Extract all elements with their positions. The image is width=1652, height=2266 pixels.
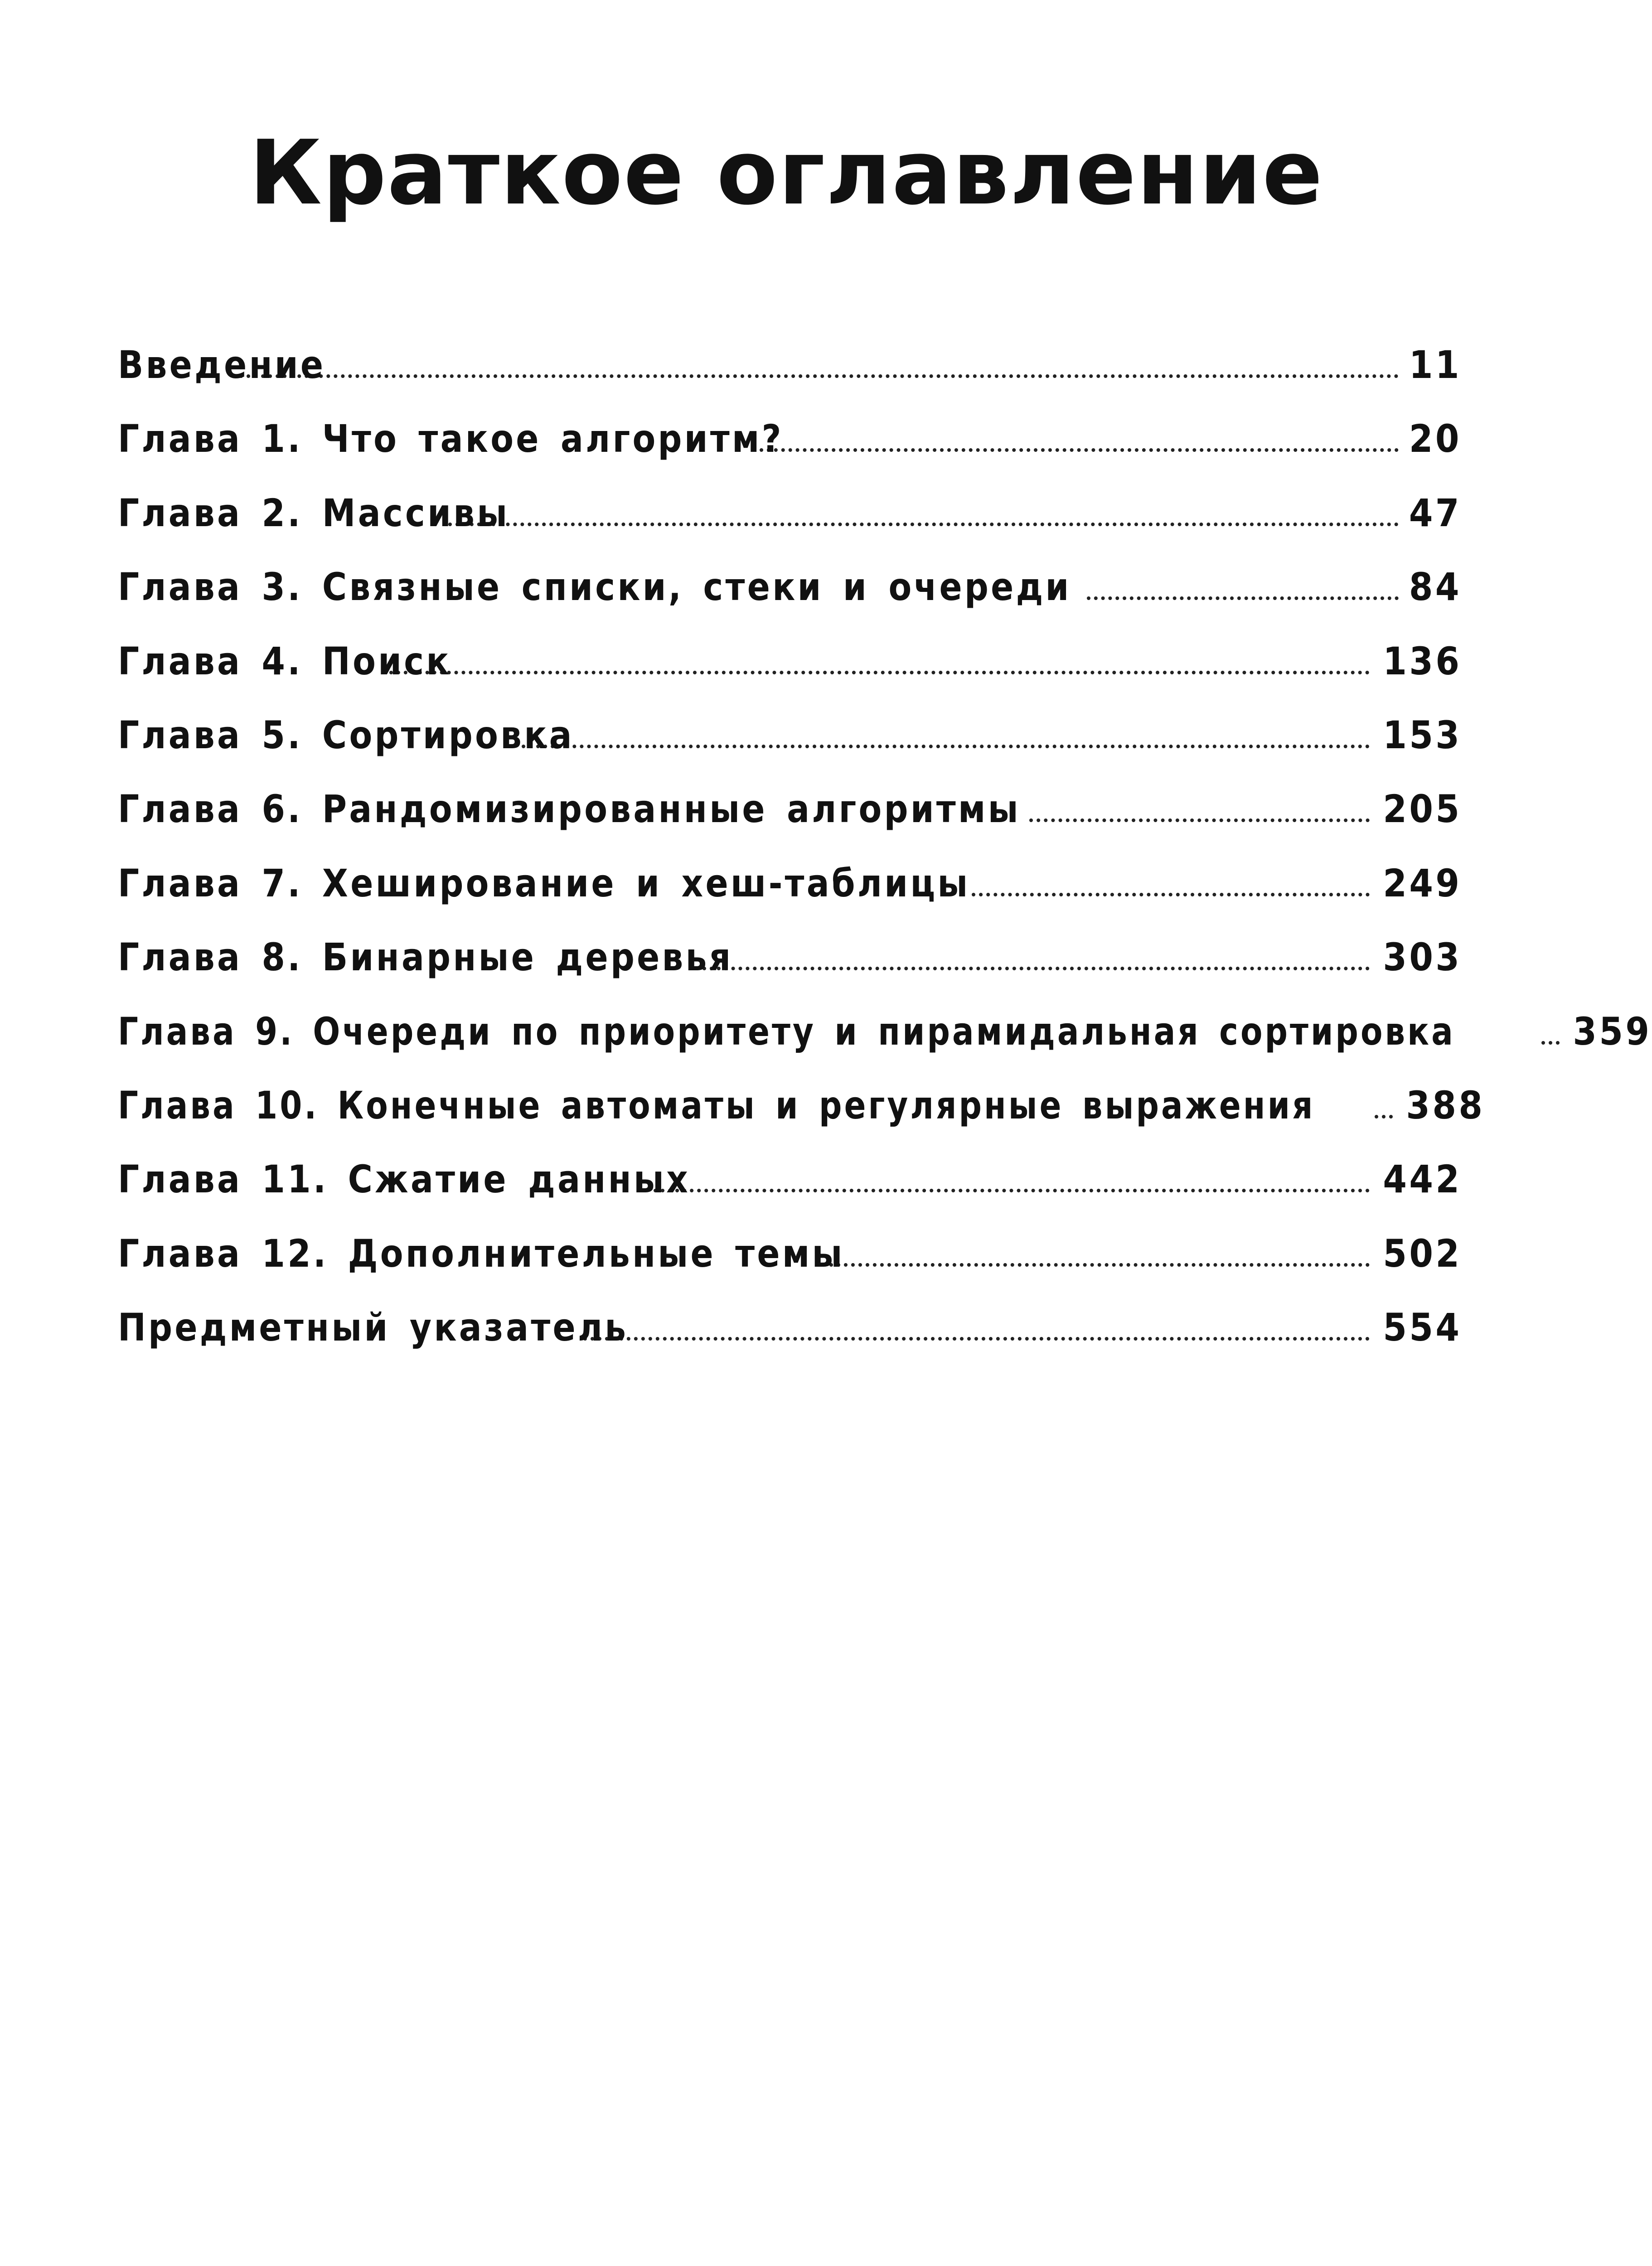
dot-leader — [1541, 1041, 1560, 1045]
toc-entry-page: 153 — [1382, 712, 1462, 757]
toc-entry-label: Глава 10. Конечные автоматы и регулярные выражения — [118, 1083, 1315, 1128]
toc-entry-page: 554 — [1382, 1305, 1462, 1350]
toc-entry[interactable] — [118, 338, 1462, 412]
toc-entry-page: 11 — [1409, 343, 1462, 387]
dot-leader — [972, 893, 1370, 896]
toc-entry-page: 359 — [1573, 1009, 1652, 1054]
toc-entry[interactable] — [118, 486, 1462, 560]
toc-entry-page: 136 — [1382, 639, 1462, 683]
toc-entry[interactable] — [118, 1300, 1462, 1374]
toc-entry-label: Глава 11. Сжатие данных — [118, 1157, 691, 1202]
dot-leader — [1029, 818, 1370, 822]
dot-leader — [1375, 1115, 1393, 1118]
toc-entry-label: Глава 8. Бинарные деревья — [118, 935, 733, 980]
toc-entry[interactable] — [118, 560, 1462, 634]
toc-entry-label: Глава 9. Очереди по приоритету и пирамидальная сортировка — [118, 1009, 1455, 1054]
toc-entry-label: Предметный указатель — [118, 1305, 629, 1350]
dot-leader — [239, 374, 1399, 378]
toc-entry-label: Глава 1. Что такое алгоритм? — [118, 416, 784, 461]
toc-entry[interactable] — [118, 856, 1462, 930]
toc-entry-page: 502 — [1382, 1231, 1462, 1276]
dot-leader — [702, 967, 1370, 970]
toc-entry-label: Глава 4. Поиск — [118, 639, 451, 683]
dot-leader — [583, 1337, 1370, 1341]
dot-leader — [760, 448, 1399, 452]
toc-entry[interactable] — [118, 1152, 1462, 1226]
toc-entry-page: 303 — [1382, 935, 1462, 980]
toc-entry-label: Глава 2. Массивы — [118, 490, 510, 535]
page-title: Краткое оглавление — [249, 121, 1324, 225]
toc-entry[interactable] — [118, 1078, 1485, 1152]
toc-entry[interactable] — [118, 634, 1462, 708]
toc-entry-label: Глава 5. Сортировка — [118, 712, 574, 757]
toc-entry[interactable] — [118, 930, 1462, 1004]
dot-leader — [448, 523, 1399, 526]
toc-entry-label: Глава 7. Хеширование и хеш-таблицы — [118, 861, 970, 905]
toc-entry[interactable] — [118, 782, 1462, 856]
table-of-contents — [118, 338, 1652, 1374]
toc-entry-page: 249 — [1382, 861, 1462, 905]
toc-entry-label: Глава 6. Рандомизированные алгоритмы — [118, 787, 1021, 832]
toc-entry-page: 47 — [1409, 490, 1462, 535]
toc-entry-page: 442 — [1382, 1157, 1462, 1202]
dot-leader — [829, 1263, 1370, 1267]
dot-leader — [1087, 596, 1399, 600]
dot-leader — [654, 1189, 1369, 1192]
toc-entry-label: Глава 3. Связные списки, стеки и очереди — [118, 565, 1071, 610]
toc-entry-page: 20 — [1409, 416, 1462, 461]
toc-entry[interactable] — [118, 708, 1462, 782]
toc-entry[interactable] — [118, 1226, 1462, 1300]
toc-entry-page: 388 — [1406, 1083, 1485, 1128]
dot-leader — [522, 745, 1369, 748]
toc-entry[interactable] — [118, 412, 1462, 485]
toc-entry-page: 84 — [1409, 565, 1462, 610]
toc-entry-label: Введение — [118, 343, 326, 387]
dot-leader — [382, 671, 1369, 674]
toc-entry-label: Глава 12. Дополнительные темы — [118, 1231, 845, 1276]
toc-entry-page: 205 — [1382, 787, 1462, 832]
toc-entry[interactable] — [118, 1004, 1652, 1078]
